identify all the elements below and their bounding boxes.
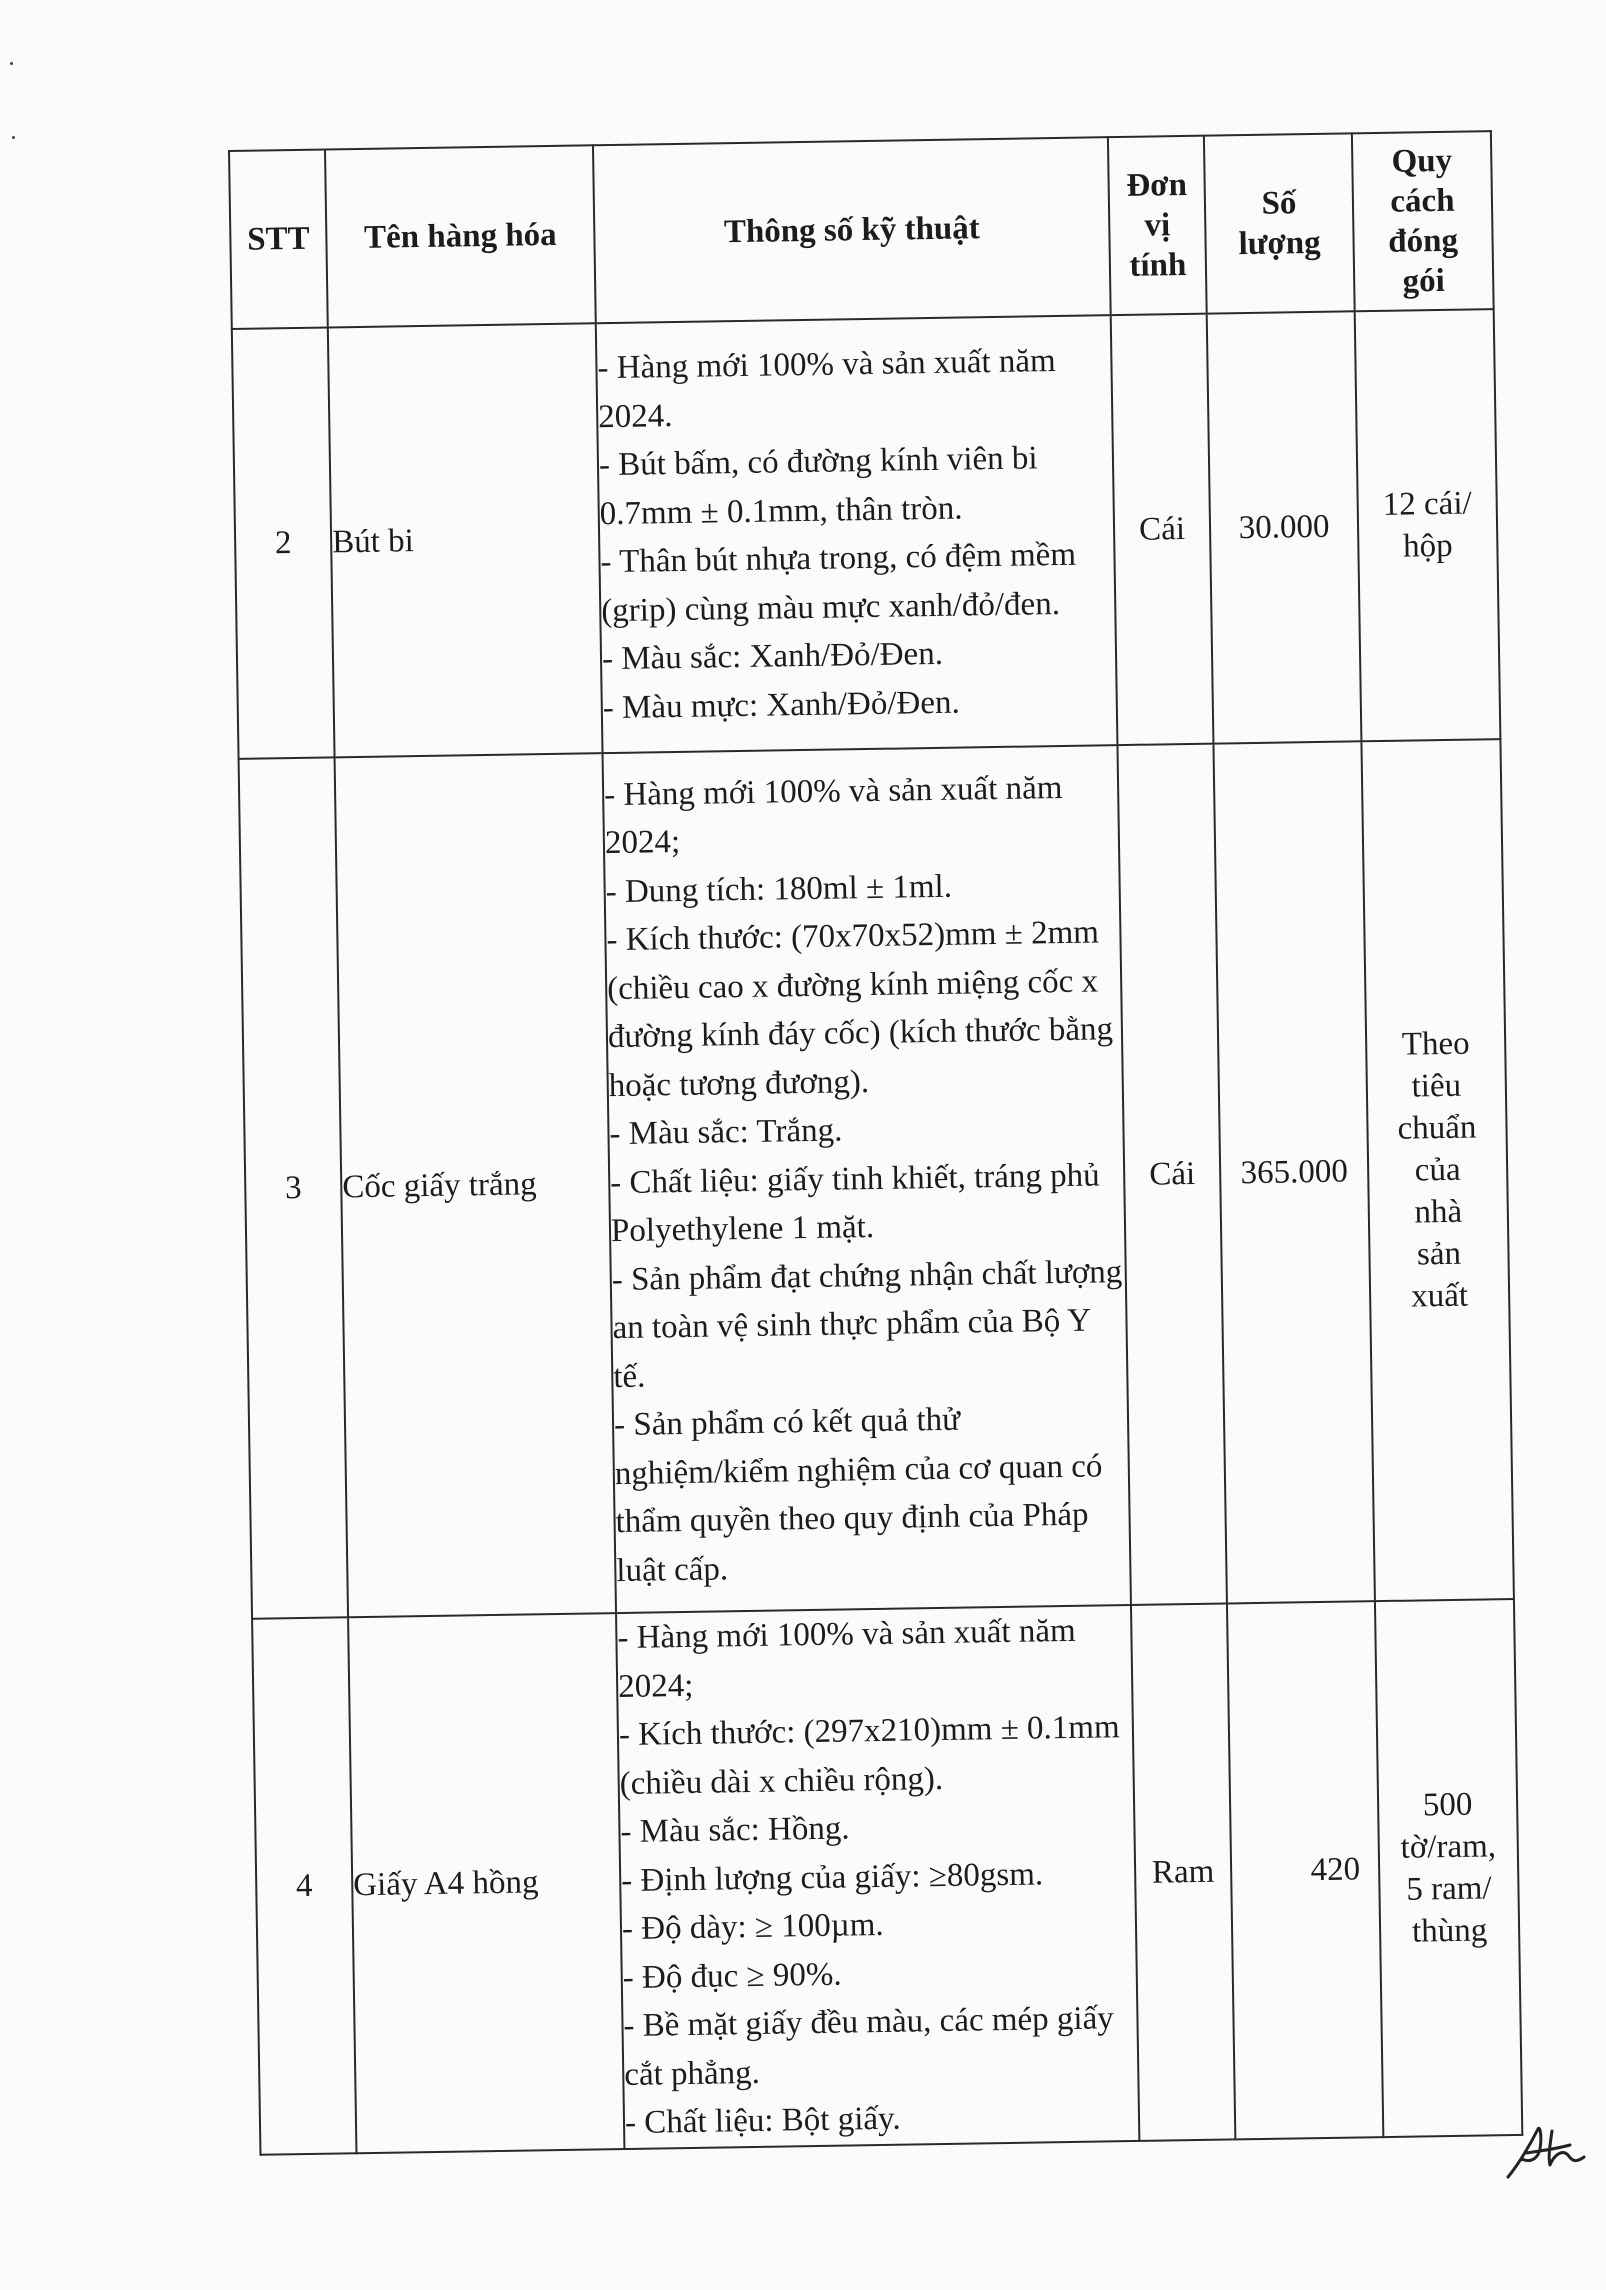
spec-line: - Độ đục ≥ 90%. (622, 1956, 842, 1996)
pack-line: 500 (1422, 1786, 1473, 1824)
goods-spec-table (228, 130, 1523, 2155)
spec-line: - Hàng mới 100% và sản xuất năm 2024. (597, 343, 1056, 435)
row-unit: Cái (1111, 314, 1214, 745)
spec-line: - Thân bút nhựa trong, có đệm mềm (grip) cùng màu mực xanh/đỏ/đen. (600, 536, 1077, 629)
header-unit-line: Đơn (1126, 166, 1188, 204)
header-name: Tên hàng hóa (325, 145, 596, 327)
table-header-row (229, 131, 1494, 329)
spec-line: - Định lượng của giấy: ≥80gsm. (620, 1855, 1044, 1899)
header-qty-line: Số (1261, 185, 1297, 222)
row-name: Giấy A4 hồng (348, 1613, 624, 2153)
row-spec (616, 1605, 1139, 2149)
spec-line: - Bút bấm, có đường kính viên bi 0.7mm ± 0.1mm, thân tròn. (598, 440, 1038, 532)
pack-line: chuẩn (1397, 1109, 1477, 1147)
row-qty: 420 (1227, 1601, 1383, 2139)
row-qty: 365.000 (1213, 741, 1374, 1603)
spec-line: - Chất liệu: Bột giấy. (624, 2100, 901, 2142)
header-pack-line: cách (1390, 182, 1455, 220)
row-pack (1375, 1599, 1522, 2137)
pack-line: hộp (1402, 527, 1453, 565)
header-pack-line: Quy (1391, 142, 1453, 180)
header-stt: STT (229, 149, 328, 328)
spec-line: - Màu sắc: Xanh/Đỏ/Đen. (601, 635, 944, 678)
pack-line: tiêu (1411, 1067, 1462, 1105)
pack-line: tờ/ram, (1400, 1828, 1497, 1866)
pack-line: xuất (1410, 1277, 1469, 1315)
row-stt: 4 (252, 1617, 356, 2154)
spec-line: - Sản phẩm có kết quả thử nghiệm/kiểm nghiệm của cơ quan có thẩm quyền theo quy định của Pháp luật cấp. (613, 1401, 1103, 1589)
row-unit: Ram (1131, 1603, 1235, 2140)
spec-line: - Kích thước: (297x210)mm ± 0.1mm (chiều dài x chiều rộng). (618, 1709, 1120, 1802)
pack-line: sản (1416, 1235, 1462, 1273)
header-unit-line: tính (1129, 246, 1187, 284)
header-qty (1204, 133, 1355, 313)
row-unit: Cái (1117, 744, 1226, 1605)
header-unit-line: vị (1144, 207, 1171, 244)
spec-line: - Độ dày: ≥ 100µm. (621, 1906, 884, 1948)
pack-line: thùng (1411, 1912, 1488, 1950)
pack-line: của (1414, 1151, 1461, 1189)
spec-line: - Sản phẩm đạt chứng nhận chất lượng an toàn vệ sinh thực phẩm của Bộ Y tế. (611, 1253, 1123, 1395)
header-qty-line: lượng (1238, 224, 1321, 263)
row-stt: 3 (239, 757, 348, 1618)
row-name: Bút bi (328, 323, 603, 757)
pack-line: 5 ram/ (1406, 1870, 1492, 1908)
spec-line: - Màu mực: Xanh/Đỏ/Đen. (602, 684, 961, 726)
scan-speck (10, 62, 13, 65)
header-spec: Thông số kỹ thuật (593, 137, 1111, 323)
spec-line: - Hàng mới 100% và sản xuất năm 2024; (603, 769, 1063, 862)
header-pack-line: đóng (1387, 222, 1459, 260)
spec-line: - Bề mặt giấy đều màu, các mép giấy cắt phẳng. (623, 2000, 1114, 2093)
table-row (252, 1599, 1522, 2154)
spec-line: - Kích thước: (70x70x52)mm ± 2mm (chiều cao x đường kính miệng cốc x đường kính đáy cốc) (kích thước bằng hoặc tương đương). (606, 914, 1114, 1104)
header-unit (1108, 136, 1207, 315)
spec-line: - Hàng mới 100% và sản xuất năm 2024; (617, 1612, 1076, 1705)
row-spec (603, 745, 1131, 1613)
table-row (232, 309, 1501, 759)
row-qty: 30.000 (1207, 311, 1362, 743)
spec-line: - Chất liệu: giấy tinh khiết, tráng phủ Polyethylene 1 mặt. (609, 1157, 1100, 1250)
header-pack (1352, 131, 1494, 311)
row-spec (596, 315, 1118, 753)
row-pack (1355, 309, 1501, 741)
spec-line: - Màu sắc: Hồng. (620, 1810, 850, 1851)
row-pack (1361, 739, 1513, 1601)
pack-line: 12 cái/ (1382, 485, 1472, 523)
scan-speck (12, 136, 15, 139)
row-name: Cốc giấy trắng (335, 753, 616, 1617)
spec-line: - Màu sắc: Trắng. (609, 1112, 843, 1153)
header-pack-line: gói (1402, 262, 1446, 300)
pack-line: nhà (1414, 1193, 1463, 1231)
pack-line: Theo (1401, 1025, 1470, 1063)
initials-signature-icon (1500, 2115, 1590, 2185)
table-row (239, 739, 1514, 1619)
row-stt: 2 (232, 327, 335, 758)
spec-line: - Dung tích: 180ml ± 1ml. (605, 868, 953, 910)
